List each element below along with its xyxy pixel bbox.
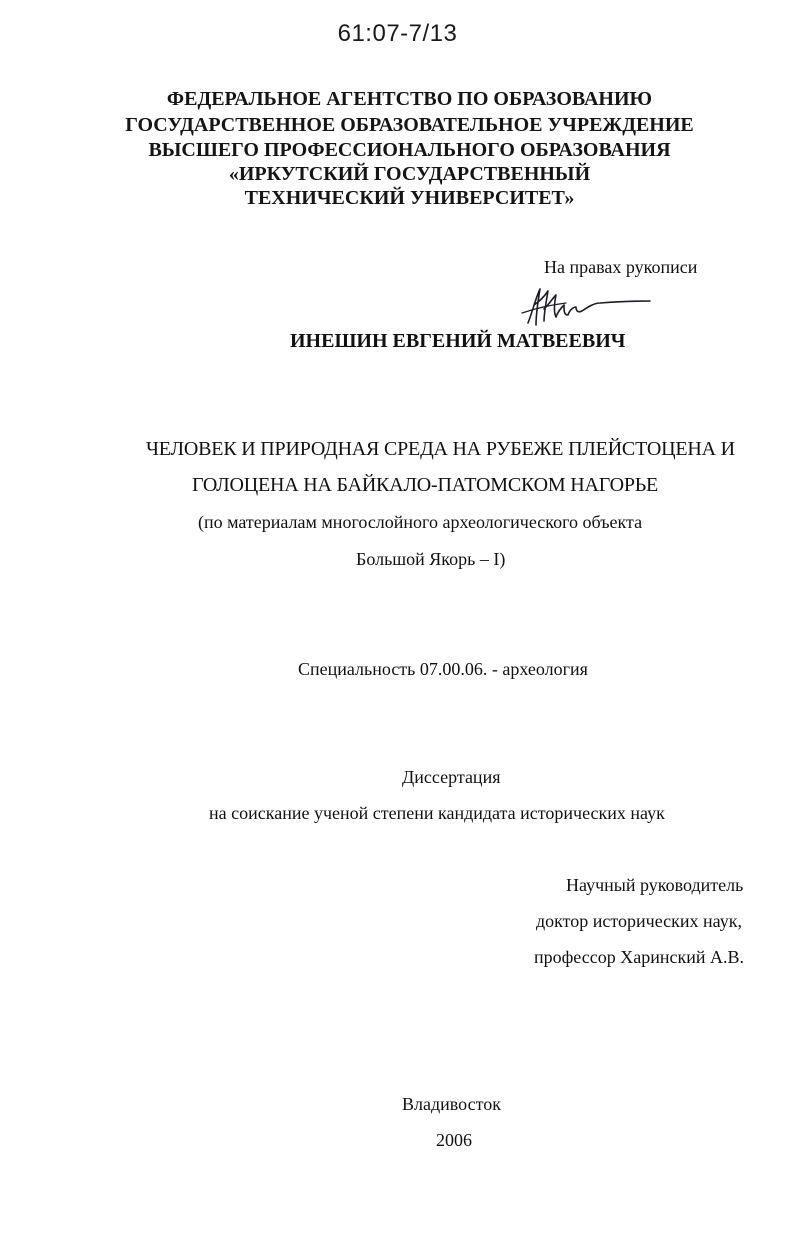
year: 2006 xyxy=(436,1130,472,1150)
thesis-subtitle-line: Большой Якорь – I) xyxy=(356,549,506,569)
specialty: Специальность 07.00.06. - археология xyxy=(298,659,588,679)
author-name: ИНЕШИН ЕВГЕНИЙ МАТВЕЕВИЧ xyxy=(290,330,626,352)
supervisor-title: Научный руководитель xyxy=(566,875,744,895)
thesis-subtitle-line: (по материалам многослойного археологического объекта xyxy=(198,512,643,532)
organization-line: ФЕДЕРАЛЬНОЕ АГЕНТСТВО ПО ОБРАЗОВАНИЮ xyxy=(166,88,653,110)
thesis-title-line: ЧЕЛОВЕК И ПРИРОДНАЯ СРЕДА НА РУБЕЖЕ ПЛЕЙСТОЦЕНА И xyxy=(146,438,735,460)
supervisor-degree: доктор исторических наук, xyxy=(536,911,742,931)
archive-code: 61:07-7/13 xyxy=(337,20,458,47)
signature-image xyxy=(514,283,654,331)
organization-line: ГОСУДАРСТВЕННОЕ ОБРАЗОВАТЕЛЬНОЕ УЧРЕЖДЕНИЕ xyxy=(125,114,694,136)
supervisor-name: профессор Харинский А.В. xyxy=(534,947,744,967)
organization-line: ВЫСШЕГО ПРОФЕССИОНАЛЬНОГО ОБРАЗОВАНИЯ xyxy=(148,139,671,161)
dissertation-label: Диссертация xyxy=(402,767,501,787)
thesis-title-line: ГОЛОЦЕНА НА БАЙКАЛО-ПАТОМСКОМ НАГОРЬЕ xyxy=(192,474,659,496)
rights-note: На правах рукописи xyxy=(544,257,698,277)
organization-line: ТЕХНИЧЕСКИЙ УНИВЕРСИТЕТ» xyxy=(244,187,575,209)
organization-line: «ИРКУТСКИЙ ГОСУДАРСТВЕННЫЙ xyxy=(228,163,591,185)
degree-statement: на соискание ученой степени кандидата исторических наук xyxy=(209,803,665,823)
city: Владивосток xyxy=(402,1094,501,1114)
